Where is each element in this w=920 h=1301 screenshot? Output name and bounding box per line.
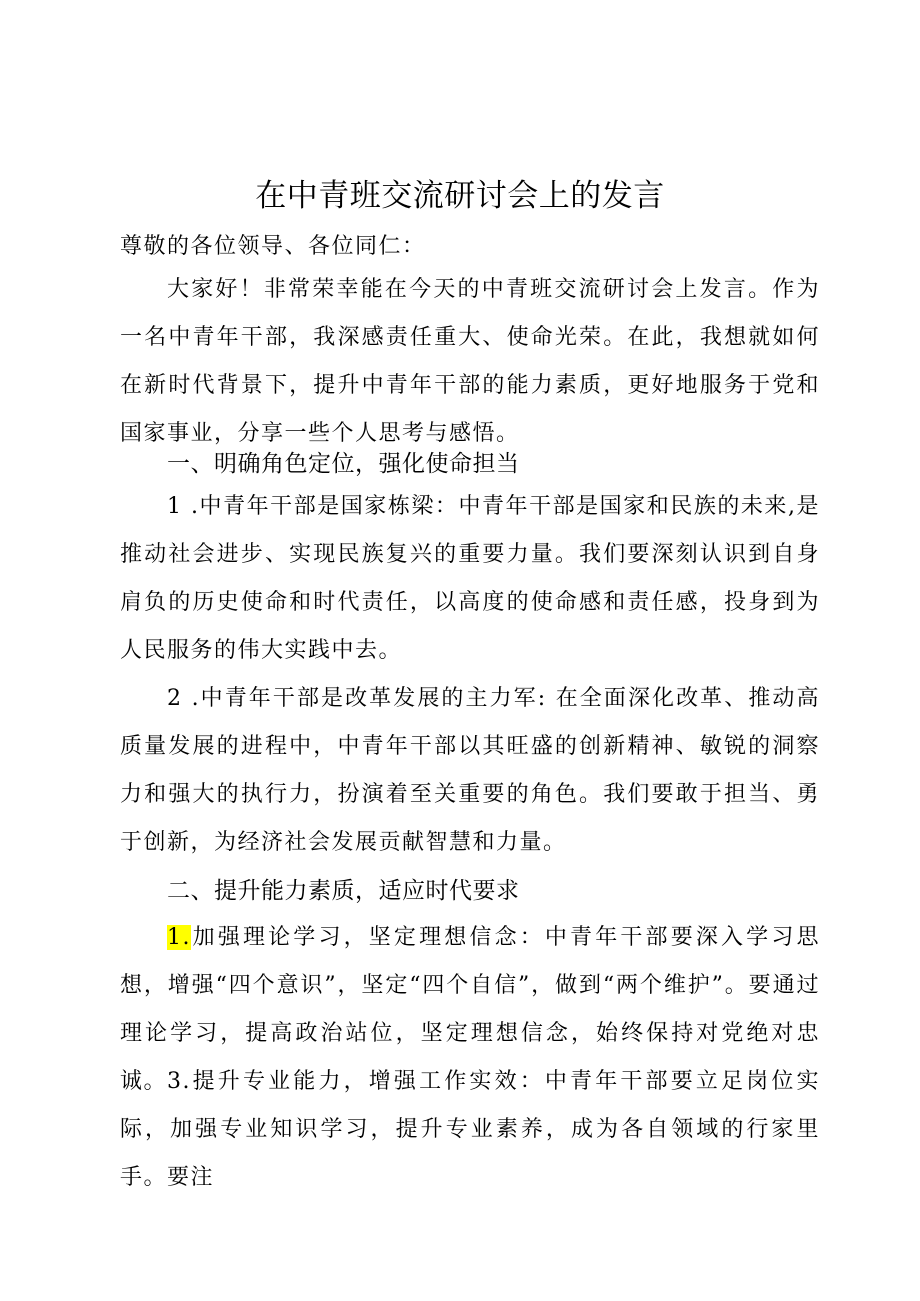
section-1-item-1: 1 .中青年干部是国家栋梁：中青年干部是国家和民族的未来,是推动社会进步、实现民族复兴的重要力量。我们要深刻认识到自身肩负的历史使命和时代责任，以高度的使命感和责任感，投身到为人民服务的伟大实践中去。 (120, 494, 820, 663)
salutation: 尊敬的各位领导、各位同仁： (120, 234, 426, 259)
section-1-item-2: 2 .中青年干部是改革发展的主力军: 在全面深化改革、推动高质量发展的进程中，中青年干部以其旺盛的创新精神、敏锐的洞察力和强大的执行力，扮演着至关重要的角色。我们要敢于担当、勇于创新，为经济社会发展贡献智慧和力量。 (120, 686, 820, 855)
section-2-heading: 二、提升能力素质，适应时代要求 (167, 878, 520, 904)
section-2-item-3: 3.提升专业能力，增强工作实效：中青年干部要立足岗位实际，加强专业知识学习，提升专业素养，成为各自领域的行家里手。要注 (120, 1069, 820, 1190)
section-2-item-1-text: 加强理论学习，坚定理想信念：中青年干部要深入学习思想，增强“四个意识”，坚定“四个自信”，做到“两个维护”。要通过理论学习，提高政治站位，坚定理想信念，始终保持对党绝对忠诚。 (120, 925, 820, 1094)
section-1-heading: 一、明确角色定位，强化使命担当 (167, 451, 520, 477)
highlighted-item-number: 1. (167, 925, 191, 950)
intro-paragraph: 大家好！非常荣幸能在今天的中青班交流研讨会上发言。作为一名中青年干部，我深感责任重大、使命光荣。在此，我想就如何在新时代背景下，提升中青年干部的能力素质，更好地服务于党和国家事业，分享一些个人思考与感悟。 (120, 277, 820, 446)
document-title: 在中青班交流研讨会上的发言 (255, 178, 665, 214)
